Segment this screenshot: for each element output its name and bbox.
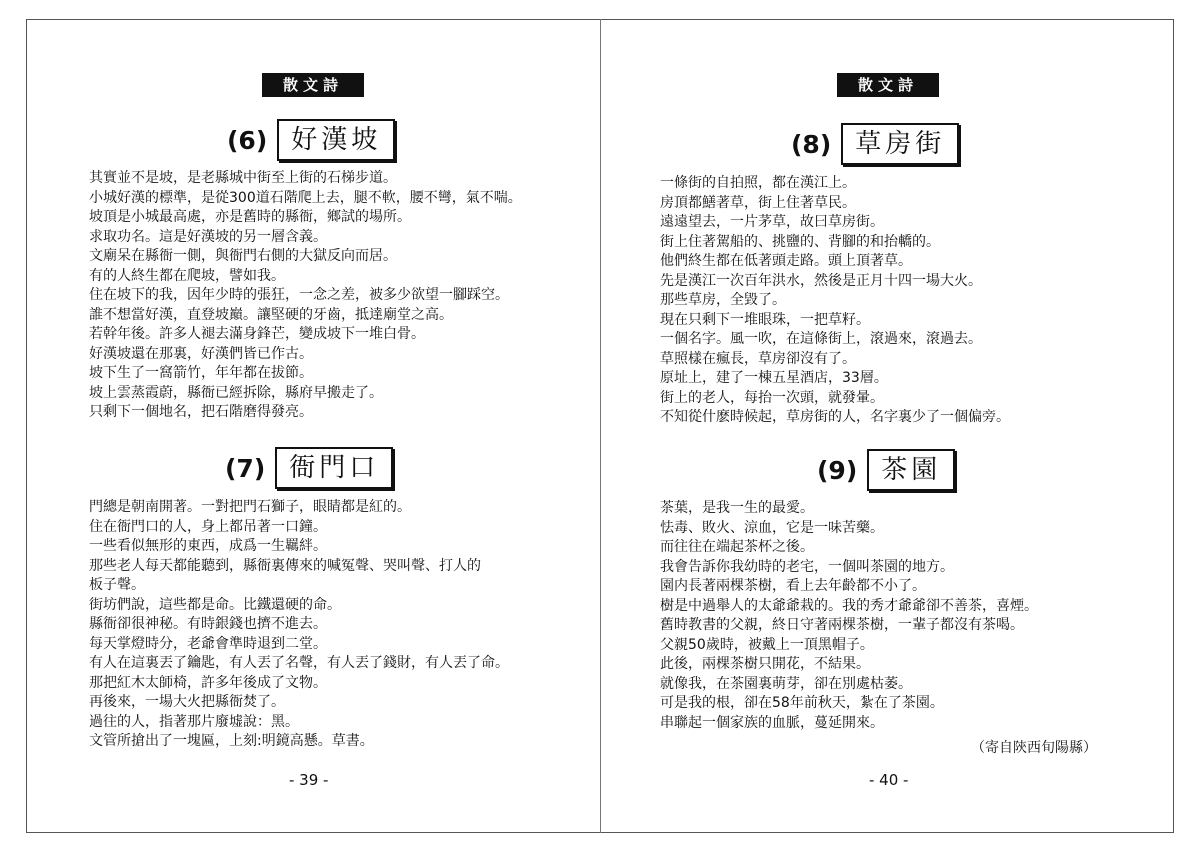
poem-line: 可是我的根，卻在58年前秋天，紮在了茶園。 <box>660 695 944 711</box>
poem-line: 有的人終生都在爬坡，譬如我。 <box>89 267 285 284</box>
poem-line: 再後來，一場大火把縣衙焚了。 <box>89 694 285 710</box>
poem-7-number: (7) <box>225 453 266 483</box>
poem-6-body <box>89 169 522 423</box>
poem-9-number: (9) <box>817 455 858 485</box>
poem-line: 舊時教書的父親，終日守著兩棵茶樹，一輩子都沒有茶喝。 <box>660 617 1024 633</box>
poem-line: 文管所搶出了一塊匾，上刻:明鏡高懸。草書。 <box>89 733 374 749</box>
poem-line: 街上的老人，每抬一次頭，就發暈。 <box>660 389 884 406</box>
poem-9-title: 茶園 <box>867 449 955 491</box>
poem-line: 那把紅木太師椅，許多年後成了文物。 <box>89 674 327 691</box>
poem-7-title: 衙門口 <box>275 447 393 489</box>
poem-8-title: 草房街 <box>841 123 959 165</box>
poem-line: 門總是朝南開著。一對把門石獅子，眼睛都是紅的。 <box>89 499 411 515</box>
poem-line: 那些草房，全毀了。 <box>660 292 786 308</box>
poem-line: 他們終生都在低著頭走路。頭上頂著草。 <box>660 253 912 269</box>
poem-line: 街坊們說，這些都是命。比鐵還硬的命。 <box>89 596 341 613</box>
poem-line: 我會告訴你我幼時的老宅，一個叫茶園的地方。 <box>660 558 954 575</box>
page-number-left: - 39 - <box>289 771 329 789</box>
poem-9-body <box>660 499 1038 733</box>
poem-line: 縣衙卻很神秘。有時銀錢也擠不進去。 <box>89 616 327 632</box>
poem-line: 坡頂是小城最高處，亦是舊時的縣衙，鄉試的場所。 <box>89 209 411 225</box>
poem-line: 好漢坡還在那裏，好漢們皆已作古。 <box>89 345 313 362</box>
poem-line: 有人在這裏丟了鑰匙，有人丟了名聲，有人丟了錢財，有人丟了命。 <box>89 655 509 671</box>
poem-line: 誰不想當好漢，直登坡巔。讓堅硬的牙齒，抵達廟堂之高。 <box>89 306 453 323</box>
poem-6-heading <box>227 119 395 161</box>
poem-line: 其實並不是坡，是老縣城中街至上街的石梯步道。 <box>89 170 397 186</box>
right-page <box>601 19 1173 833</box>
poem-6-title: 好漢坡 <box>277 119 395 161</box>
section-badge: 散文詩 <box>262 73 364 97</box>
poem-line: 草照樣在瘋長，草房卻沒有了。 <box>660 350 856 367</box>
poem-line: 那些老人每天都能聽到，縣衙裏傳來的喊冤聲、哭叫聲、打人的 <box>89 557 481 574</box>
poem-line: 先是漢江一次百年洪水，然後是正月十四一場大火。 <box>660 272 982 289</box>
poem-7-body <box>89 498 509 752</box>
poem-line: 就像我，在茶園裏萌芽，卻在別處枯萎。 <box>660 675 912 692</box>
poem-line: 房頂都鱔著草，街上住著草民。 <box>660 194 856 211</box>
poem-line: 此後，兩棵茶樹只開花，不結果。 <box>660 656 870 672</box>
poem-line: 每天掌燈時分，老爺會準時退到二堂。 <box>89 635 327 652</box>
poem-6-number: (6) <box>227 125 268 155</box>
poem-line: 住在坡下的我，因年少時的張狂，一念之差，被多少欲望一腳踩空。 <box>89 287 509 303</box>
poem-line: 住在衙門口的人，身上都吊著一口鐘。 <box>89 518 327 535</box>
poem-line: 街上住著駕船的、挑鹽的、背腳的和抬轎的。 <box>660 233 940 250</box>
poem-line: 原址上，建了一棟五星酒店，33層。 <box>660 370 888 386</box>
poem-line: 過往的人，指著那片廢墟說：黑。 <box>89 713 299 730</box>
poem-line: 坡上雲蒸霞蔚，縣衙已經拆除，縣府早搬走了。 <box>89 384 383 401</box>
poem-line: 小城好漢的標準，是從300道石階爬上去，腿不軟，腰不彎，氣不喘。 <box>89 189 522 206</box>
poem-7-heading <box>225 447 393 489</box>
poem-line: 父親50歲時，被戴上一頂黑帽子。 <box>660 636 874 653</box>
poem-line: 園内長著兩棵茶樹，看上去年齡都不小了。 <box>660 578 926 594</box>
poem-9-source: （寄自陝西旬陽縣） <box>971 740 1097 756</box>
poem-line: 遠遠望去，一片茅草，故曰草房街。 <box>660 214 884 230</box>
poem-line: 怯毒、敗火、涼血，它是一味苦藥。 <box>660 519 884 536</box>
poem-8-number: (8) <box>791 129 832 159</box>
poem-line: 不知從什麽時候起，草房街的人，名字裏少了一個偏旁。 <box>660 409 1010 425</box>
poem-line: 文廟呆在縣衙一側，與衙門右側的大獄反向而居。 <box>89 248 397 264</box>
poem-line: 只剩下一個地名，把石階磨得發亮。 <box>89 404 313 420</box>
poem-line: 串聯起一個家族的血脈，蔓延開來。 <box>660 714 884 731</box>
poem-line: 樹是中過舉人的太爺爺栽的。我的秀才爺爺卻不善茶，喜煙。 <box>660 597 1038 614</box>
poem-9-heading <box>817 449 955 491</box>
left-page <box>27 19 600 833</box>
poem-line: 茶葉，是我一生的最愛。 <box>660 500 814 516</box>
poem-line: 板子聲。 <box>89 577 145 593</box>
poem-line: 一個名字。風一吹，在這條街上，滾過來，滾過去。 <box>660 331 982 347</box>
poem-line: 現在只剩下一堆眼珠，一把草籽。 <box>660 311 870 328</box>
poem-line: 一些看似無形的東西，成爲一生羈絆。 <box>89 538 327 554</box>
page-number-right: - 40 - <box>869 771 909 789</box>
poem-8-heading <box>791 123 959 165</box>
poem-line: 求取功名。這是好漢坡的另一層含義。 <box>89 228 327 245</box>
poem-8-body <box>660 174 1010 428</box>
section-badge: 散文詩 <box>837 73 939 97</box>
poem-line: 坡下生了一窩箭竹，年年都在拔節。 <box>89 365 313 381</box>
poem-line: 一條街的自拍照，都在漢江上。 <box>660 175 856 191</box>
poem-line: 若幹年後。許多人褪去滿身鋒芒，變成坡下一堆白骨。 <box>89 326 425 342</box>
poem-line: 而往往在端起茶杯之後。 <box>660 539 814 555</box>
